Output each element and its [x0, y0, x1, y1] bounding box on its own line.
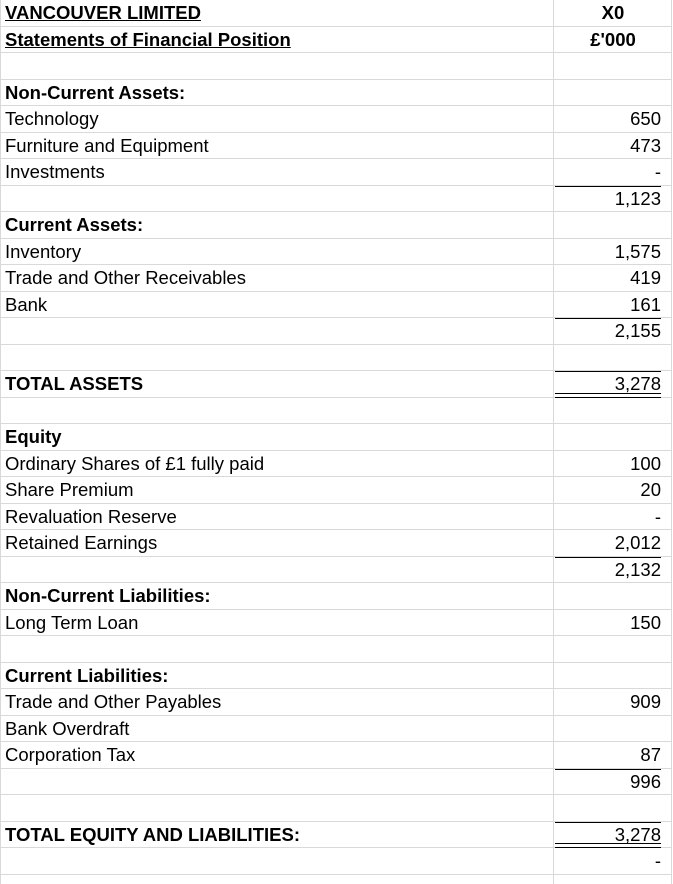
row-value: 3,278 — [555, 822, 661, 849]
row-value — [555, 212, 661, 239]
row-label — [5, 848, 550, 875]
row-label: Revaluation Reserve — [5, 505, 177, 527]
row-value: 909 — [630, 691, 661, 712]
row-label: Ordinary Shares of £1 fully paid — [5, 452, 265, 474]
row-value — [555, 345, 661, 372]
subtotal-row[interactable] — [0, 186, 673, 213]
row-label: Retained Earnings — [5, 532, 158, 553]
row-value: 150 — [630, 611, 661, 633]
row-label: Inventory — [5, 240, 82, 262]
row-value — [555, 663, 661, 690]
line-item-row[interactable] — [0, 610, 673, 637]
row-value — [555, 424, 661, 451]
row-label: TOTAL ASSETS — [5, 373, 144, 394]
blank-row[interactable] — [0, 398, 673, 425]
row-label: Current Assets: — [5, 214, 144, 235]
row-value: 2,155 — [555, 318, 661, 345]
blank-row[interactable] — [0, 345, 673, 372]
row-label: Trade and Other Payables — [5, 691, 222, 712]
row-value: 473 — [630, 134, 661, 156]
line-item-row[interactable] — [0, 265, 673, 292]
row-value: 996 — [555, 769, 661, 796]
row-value: 1,575 — [614, 240, 661, 262]
row-label: Bank — [5, 293, 48, 315]
row-value — [555, 80, 661, 107]
line-item-row[interactable] — [0, 106, 673, 133]
row-value: 2,012 — [614, 532, 661, 553]
row-label — [5, 636, 550, 663]
header-row-statement[interactable] — [0, 27, 673, 54]
row-value: 3,278 — [555, 371, 661, 398]
blank-row[interactable] — [0, 636, 673, 663]
row-label: Bank Overdraft — [5, 717, 130, 739]
row-value — [555, 583, 661, 610]
blank-row[interactable] — [0, 53, 673, 80]
line-item-row[interactable] — [0, 133, 673, 160]
statement-rows — [0, 53, 673, 875]
section-heading-row[interactable] — [0, 583, 673, 610]
row-value: 419 — [630, 267, 661, 288]
line-item-row[interactable] — [0, 159, 673, 186]
row-value: 2,132 — [555, 557, 661, 584]
section-heading-row[interactable] — [0, 212, 673, 239]
line-item-row[interactable] — [0, 239, 673, 266]
subtotal-row[interactable] — [0, 318, 673, 345]
row-value: - — [654, 505, 661, 527]
section-heading-row[interactable] — [0, 424, 673, 451]
row-label — [5, 795, 550, 822]
line-item-row[interactable] — [0, 742, 673, 769]
section-heading-row[interactable] — [0, 80, 673, 107]
section-heading-row[interactable] — [0, 663, 673, 690]
row-value: 87 — [640, 744, 661, 765]
row-value — [555, 716, 661, 743]
year-header: X0 — [601, 2, 625, 23]
subtotal-row[interactable] — [0, 557, 673, 584]
unit-header: £'000 — [590, 28, 636, 50]
total-row[interactable] — [0, 822, 673, 849]
row-label — [5, 398, 550, 425]
row-label: Trade and Other Receivables — [5, 267, 246, 288]
header-row-company[interactable] — [0, 0, 673, 27]
row-label — [5, 186, 550, 213]
row-value: 650 — [630, 108, 661, 129]
line-item-row[interactable] — [0, 477, 673, 504]
line-item-row[interactable] — [0, 716, 673, 743]
subtotal-row[interactable] — [0, 769, 673, 796]
line-item-row[interactable] — [0, 848, 673, 875]
row-value: - — [654, 850, 661, 871]
row-value: 100 — [630, 452, 661, 474]
row-value — [555, 636, 661, 663]
line-item-row[interactable] — [0, 689, 673, 716]
line-item-row[interactable] — [0, 530, 673, 557]
line-item-row[interactable] — [0, 504, 673, 531]
row-value: 20 — [640, 479, 661, 500]
row-label: Non-Current Assets: — [5, 81, 186, 103]
row-label — [5, 557, 550, 584]
blank-row[interactable] — [0, 795, 673, 822]
row-label: Current Liabilities: — [5, 664, 169, 686]
row-value: 161 — [630, 293, 661, 315]
row-label — [5, 318, 550, 345]
row-label: Non-Current Liabilities: — [5, 585, 211, 606]
row-label: Corporation Tax — [5, 744, 136, 765]
row-value — [555, 398, 661, 425]
total-row[interactable] — [0, 371, 673, 398]
line-item-row[interactable] — [0, 292, 673, 319]
statement-title: Statements of Financial Position — [5, 28, 291, 50]
row-value: 1,123 — [555, 186, 661, 213]
line-item-row[interactable] — [0, 451, 673, 478]
row-label: Furniture and Equipment — [5, 134, 209, 156]
row-label: Share Premium — [5, 479, 134, 500]
row-label: Investments — [5, 161, 105, 182]
row-value — [555, 795, 661, 822]
row-label: TOTAL EQUITY AND LIABILITIES: — [5, 823, 300, 845]
row-label: Long Term Loan — [5, 611, 139, 633]
row-label: Technology — [5, 108, 99, 129]
row-label — [5, 769, 550, 796]
row-value — [555, 53, 661, 80]
company-name: VANCOUVER LIMITED — [5, 2, 201, 23]
row-label: Equity — [5, 426, 62, 447]
row-value: - — [654, 161, 661, 182]
row-label — [5, 345, 550, 372]
row-label — [5, 53, 550, 80]
